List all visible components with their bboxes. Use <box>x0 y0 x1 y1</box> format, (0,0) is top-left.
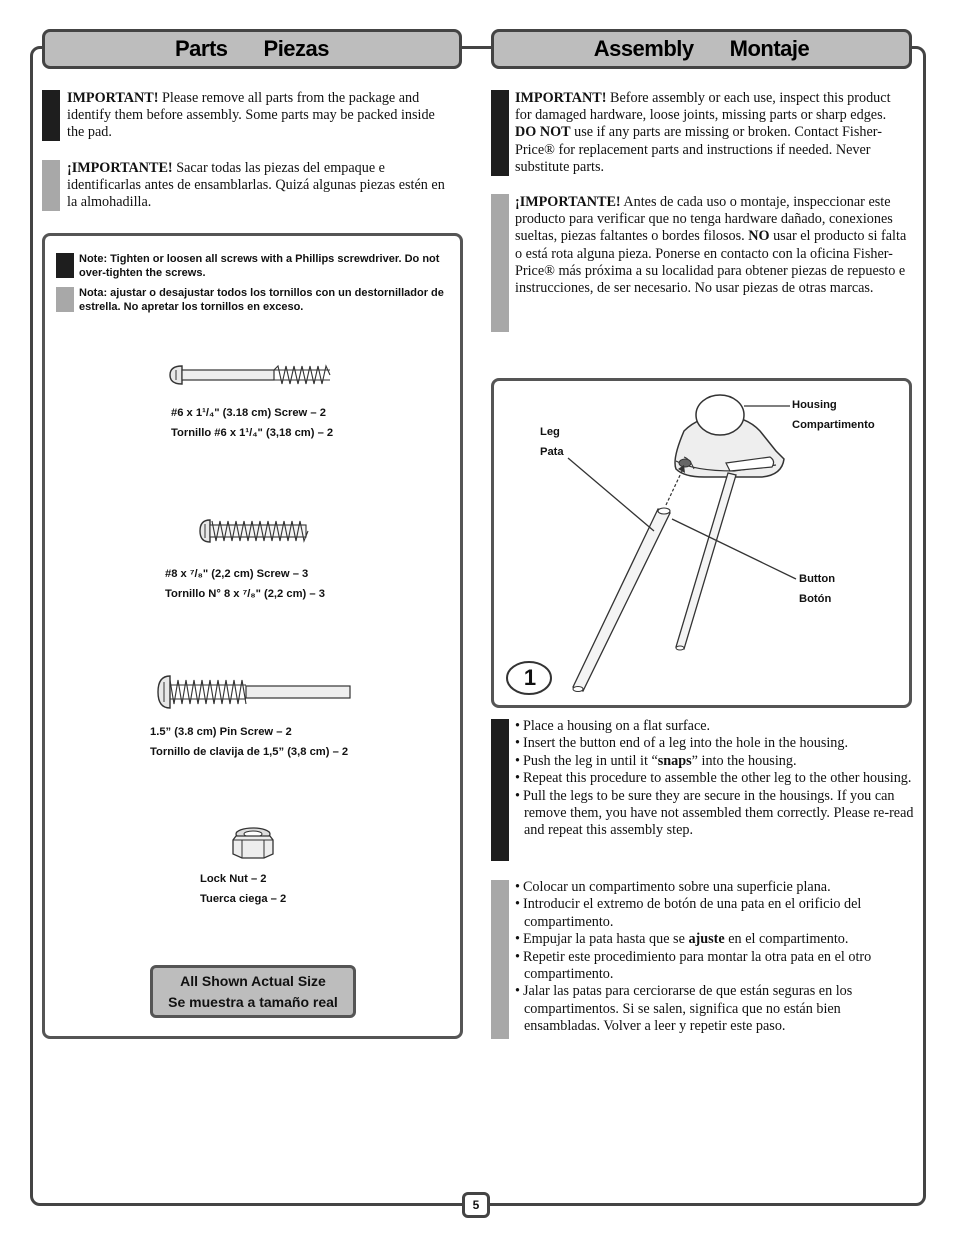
step-item: • Introducir el extremo de botón de una pata en el orificio del compartimento. <box>515 896 920 931</box>
part-label-screw-6 <box>171 404 333 443</box>
important-text: Before assembly or each use, inspect this product for damaged hardware, loose joints, missing parts or sharp edges. <box>515 90 891 124</box>
screw-8-illustration <box>198 517 313 545</box>
label-es: Pata <box>540 445 564 458</box>
actual-size-es: Se muestra a tamaño real <box>168 994 338 1010</box>
parts-important-en <box>67 90 452 142</box>
actual-size-badge <box>150 965 356 1018</box>
label-es: Botón <box>799 592 832 605</box>
step-number: 1 <box>523 665 537 690</box>
step-emphasis: snaps <box>657 752 692 769</box>
steps-en <box>515 718 920 840</box>
part-label-en: #6 x 1¹/₄" (3.18 cm) Screw – 2 <box>171 407 326 419</box>
page-number: 5 <box>462 1192 490 1218</box>
label-en: Button <box>799 573 836 585</box>
important-label: IMPORTANT! <box>67 90 159 106</box>
spanish-marker-bar <box>491 194 509 332</box>
step-item: • Insert the button end of a leg into the hole in the housing. <box>515 735 920 752</box>
parts-box <box>42 233 463 1039</box>
important-text: Antes de cada uso o montaje, inspeccionar este producto para verificar que no tenga hardware dañado, conexiones sueltas, piezas faltantes o bordes filosos. <box>515 194 893 245</box>
part-label-es: Tornillo N° 8 x ⁷/₈" (2,2 cm) – 3 <box>165 587 325 600</box>
step-item: • Repeat this procedure to assemble the other leg to the other housing. <box>515 770 920 787</box>
important-label: IMPORTANT! <box>515 90 607 106</box>
note-es: Nota: ajustar o desajustar todos los tornillos con un destornillador de estrella. No apretar los tornillos en exceso. <box>79 287 444 313</box>
label-leg <box>540 423 564 462</box>
part-label-pin-screw <box>150 723 348 762</box>
assembly-header-es: Montaje <box>729 36 810 61</box>
english-marker-bar <box>42 90 60 141</box>
assembly-important-es <box>515 194 915 297</box>
step-item: • Repetir este procedimiento para montar la otra pata en el otro compartimento. <box>515 949 920 984</box>
part-label-screw-8 <box>165 565 325 604</box>
part-label-es: Tornillo de clavija de 1,5” (3,8 cm) – 2 <box>150 745 349 758</box>
important-text: Sacar todas las piezas del empaque e identificarlas antes de ensamblarlas. Quizá algunas piezas estén en la almohadilla. <box>67 160 445 211</box>
important-text: use if any parts are missing or broken. Contact Fisher-Price® for replacement parts and instructions if needed. Never substitute parts. <box>515 124 882 175</box>
english-marker-bar <box>56 253 74 278</box>
part-label-en: #8 x ⁷/₈" (2,2 cm) Screw – 3 <box>165 568 309 580</box>
step-item: • Place a housing on a flat surface. <box>515 718 920 735</box>
assembly-header <box>491 29 912 69</box>
step-text: Empujar la pata hasta que se <box>522 931 689 948</box>
step-item: • Jalar las patas para cerciorarse de que están seguras en los compartimentos. Si se salen, significa que no están bien ensambladas. Volver a leer y repetir este paso. <box>515 983 920 1035</box>
part-label-lock-nut <box>200 870 286 909</box>
assembly-header-en: Assembly <box>593 36 694 61</box>
important-label: ¡IMPORTANTE! <box>515 194 621 210</box>
part-label-es: Tornillo #6 x 1¹/₄" (3,18 cm) – 2 <box>171 426 334 439</box>
pin-screw-illustration <box>156 674 356 710</box>
parts-header-es: Piezas <box>263 36 330 61</box>
step-item: • Pull the legs to be sure they are secure in the housings. If you can remove them, you have not assembled them correctly. Please re-read and repeat this assembly step. <box>515 788 920 840</box>
screw-6-illustration <box>168 362 338 388</box>
step-text: Push the leg in until it “ <box>522 752 658 769</box>
step-emphasis: ajuste <box>688 931 725 948</box>
part-label-en: 1.5” (3.8 cm) Pin Screw – 2 <box>150 726 292 738</box>
important-text: Please remove all parts from the package and identify them before assembly. Some parts may be packed inside the pad. <box>67 90 435 141</box>
steps-es <box>515 879 920 1036</box>
step-item <box>515 931 920 948</box>
parts-important-es <box>67 160 457 212</box>
parts-header-en: Parts <box>174 36 228 61</box>
label-button <box>799 570 835 609</box>
spanish-marker-bar <box>42 160 60 211</box>
english-marker-bar <box>491 719 509 861</box>
parts-header <box>42 29 462 69</box>
step-item <box>515 753 920 770</box>
part-label-es: Tuerca ciega – 2 <box>200 892 287 905</box>
actual-size-en: All Shown Actual Size <box>180 973 326 989</box>
step-text: en el compartimento. <box>724 931 849 948</box>
step-item: • Colocar un compartimento sobre una superficie plana. <box>515 879 920 896</box>
label-es: Compartimento <box>792 418 875 431</box>
spanish-marker-bar <box>56 287 74 312</box>
important-emphasis: DO NOT <box>515 124 571 141</box>
note-en: Note: Tighten or loosen all screws with a Phillips screwdriver. Do not over-tighten the screws. <box>79 253 440 279</box>
assembly-important-en <box>515 90 910 176</box>
important-emphasis: NO <box>748 228 770 245</box>
lock-nut-illustration <box>230 826 276 860</box>
important-label: ¡IMPORTANTE! <box>67 160 173 176</box>
step-text: ” into the housing. <box>691 752 797 769</box>
label-en: Housing <box>792 399 837 411</box>
important-text: usar el producto si falta o está rota alguna pieza. Ponerse en contacto con la oficina Fisher-Price® más próxima a su localidad para obtener piezas de repuesto e instrucciones, de ser necesario. No usar piezas de otras marcas. <box>515 228 907 297</box>
label-housing <box>792 396 875 435</box>
part-label-en: Lock Nut – 2 <box>200 873 267 885</box>
spanish-marker-bar <box>491 880 509 1039</box>
english-marker-bar <box>491 90 509 176</box>
label-en: Leg <box>540 426 560 438</box>
